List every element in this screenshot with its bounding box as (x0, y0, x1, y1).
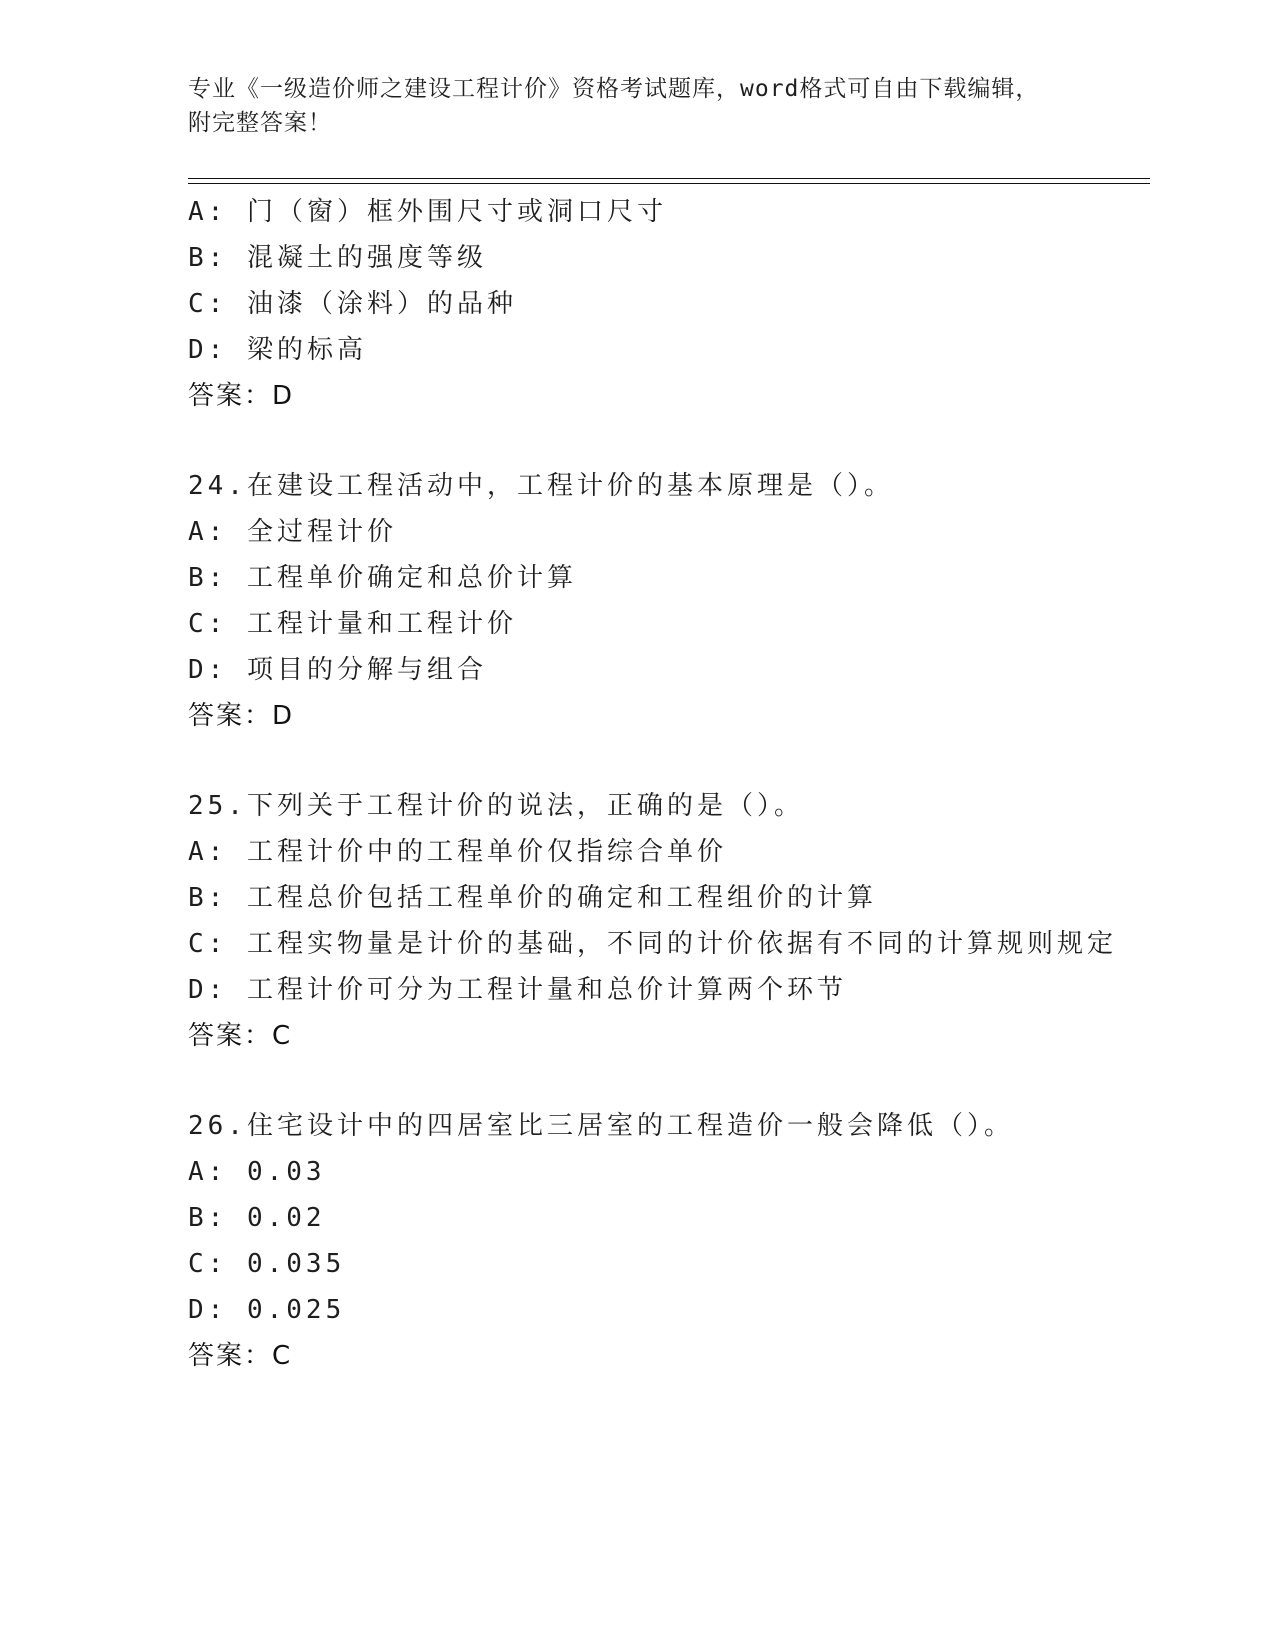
option-d: D: 项目的分解与组合 (188, 655, 487, 685)
option-a: A: 0.03 (188, 1157, 326, 1187)
option-a: A: 门（窗）框外围尺寸或洞口尺寸 (188, 197, 667, 227)
option-c: C: 0.035 (188, 1249, 346, 1279)
option-c: C: 工程实物量是计价的基础，不同的计价依据有不同的计算规则规定 (188, 929, 1117, 959)
option-d: D: 梁的标高 (188, 335, 367, 365)
question-stem: 24.在建设工程活动中，工程计价的基本原理是（）。 (188, 471, 894, 501)
spacer (188, 739, 1148, 783)
option-b: B: 工程总价包括工程单价的确定和工程组价的计算 (188, 883, 877, 913)
answer: 答案：C (188, 1341, 293, 1371)
question-24 (188, 463, 1148, 739)
option-d: D: 工程计价可分为工程计量和总价计算两个环节 (188, 975, 847, 1005)
option-c: C: 工程计量和工程计价 (188, 609, 517, 639)
header-line-1: 专业《一级造价师之建设工程计价》资格考试题库，word格式可自由下载编辑， (188, 76, 1040, 102)
question-stem: 26.住宅设计中的四居室比三居室的工程造价一般会降低（）。 (188, 1111, 1014, 1141)
question-list (188, 189, 1148, 1379)
answer: 答案：D (188, 701, 295, 731)
question-23 (188, 189, 1148, 419)
option-b: B: 0.02 (188, 1203, 326, 1233)
option-b: B: 混凝土的强度等级 (188, 243, 487, 273)
header-rule-bottom (188, 183, 1150, 184)
option-a: A: 全过程计价 (188, 517, 397, 547)
header-rule-top (188, 178, 1150, 179)
document-header (188, 72, 1088, 140)
question-25 (188, 783, 1148, 1059)
spacer (188, 419, 1148, 463)
answer: 答案：D (188, 381, 295, 411)
answer: 答案：C (188, 1021, 293, 1051)
question-stem: 25.下列关于工程计价的说法，正确的是（）。 (188, 791, 804, 821)
header-line-2: 附完整答案！ (188, 110, 332, 136)
option-b: B: 工程单价确定和总价计算 (188, 563, 577, 593)
spacer (188, 1059, 1148, 1103)
question-26 (188, 1103, 1148, 1379)
option-d: D: 0.025 (188, 1295, 346, 1325)
option-a: A: 工程计价中的工程单价仅指综合单价 (188, 837, 727, 867)
option-c: C: 油漆（涂料）的品种 (188, 289, 517, 319)
